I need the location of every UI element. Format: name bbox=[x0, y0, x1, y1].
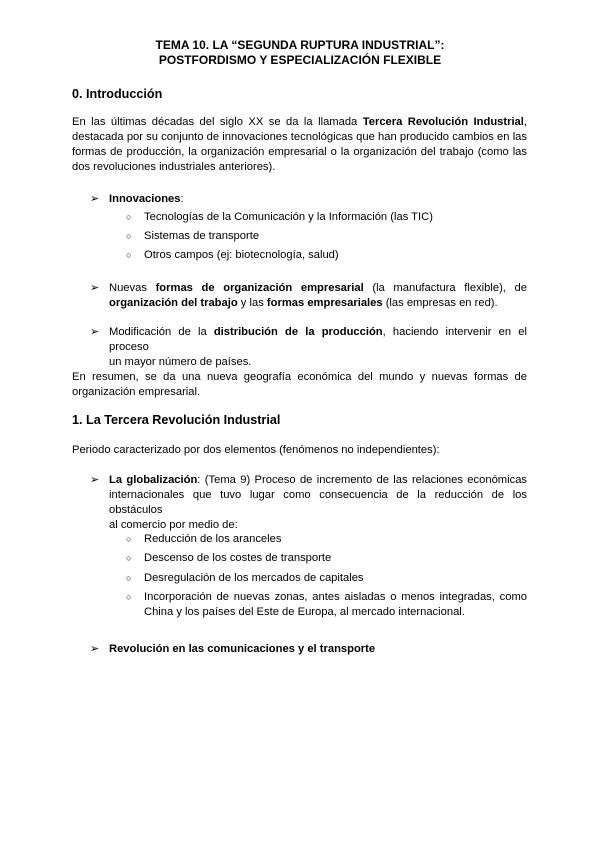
text: (la manufactura flexible), de bbox=[363, 282, 528, 294]
circle-bullet-icon: ○ bbox=[126, 573, 132, 583]
circle-bullet-icon: ○ bbox=[126, 212, 132, 222]
intro-line: dos revoluciones industriales anteriores). bbox=[72, 161, 276, 173]
intro-paragraph bbox=[72, 115, 527, 175]
arrow-bullet-icon: ➢ bbox=[90, 193, 100, 205]
resumen-line: En resumen, se da una nueva geografía económica del mundo y nuevas formas de bbox=[72, 371, 527, 383]
text-line: al comercio por medio de: bbox=[109, 519, 238, 531]
resumen-paragraph bbox=[72, 370, 527, 400]
list-item-text: Desregulación de los mercados de capitales bbox=[144, 572, 364, 584]
text: Nuevas bbox=[109, 282, 156, 294]
list-item-text: Tecnologías de la Comunicación y la Información (las TIC) bbox=[144, 211, 433, 223]
text: (las empresas en red). bbox=[382, 297, 498, 309]
list-item-text: Descenso de los costes de transporte bbox=[144, 552, 332, 564]
periodo-paragraph bbox=[72, 443, 527, 458]
colon: : bbox=[180, 193, 184, 205]
arrow-bullet-icon: ➢ bbox=[90, 474, 100, 486]
bold-term: organización del trabajo bbox=[109, 297, 238, 309]
text-line: internacionales que tuvo lugar como consecuencia de la reducción de los obstáculos bbox=[109, 489, 527, 516]
text: y las bbox=[237, 297, 267, 309]
list-item-text: Sistemas de transporte bbox=[144, 230, 260, 242]
text: Modificación de la bbox=[109, 326, 214, 338]
text: , haciendo intervenir en el proceso bbox=[109, 326, 527, 353]
section-1-heading: 1. La Tercera Revolución Industrial bbox=[72, 413, 281, 427]
bold-term: La globalización bbox=[109, 474, 198, 486]
circle-bullet-icon: ○ bbox=[126, 553, 132, 563]
periodo-line: Periodo caracterizado por dos elementos (fenómenos no independientes): bbox=[72, 444, 440, 456]
intro-bold-term: Tercera Revolución Industrial bbox=[362, 116, 524, 128]
arrow-bullet-icon: ➢ bbox=[90, 643, 100, 655]
title-line-2: POSTFORDISMO Y ESPECIALIZACIÓN FLEXIBLE bbox=[158, 53, 442, 67]
list-item-text: Incorporación de nuevas zonas, antes aisladas o menos integradas, como bbox=[144, 591, 527, 603]
circle-bullet-icon: ○ bbox=[126, 250, 132, 260]
text: : (Tema 9) Proceso de incremento de las relaciones económicas bbox=[197, 474, 528, 486]
bold-term: formas empresariales bbox=[266, 297, 383, 309]
circle-bullet-icon: ○ bbox=[126, 231, 132, 241]
intro-text: En las últimas décadas del siglo XX se da la llamada bbox=[72, 116, 363, 128]
title-line-1: TEMA 10. LA “SEGUNDA RUPTURA INDUSTRIAL”: bbox=[155, 38, 445, 52]
intro-text: , bbox=[523, 116, 527, 128]
innovaciones-label: Innovaciones bbox=[109, 193, 181, 205]
list-item-text: China y los países del Este de Europa, al mercado internacional. bbox=[144, 606, 465, 618]
bold-term: distribución de la producción bbox=[213, 326, 383, 338]
circle-bullet-icon: ○ bbox=[126, 592, 132, 602]
circle-bullet-icon: ○ bbox=[126, 534, 132, 544]
document-title bbox=[60, 38, 540, 68]
bold-term: Revolución en las comunicaciones y el transporte bbox=[109, 643, 376, 655]
resumen-line: organización empresarial. bbox=[72, 386, 201, 398]
list-item-text: Reducción de los aranceles bbox=[144, 533, 282, 545]
bold-term: formas de organización empresarial bbox=[155, 282, 364, 294]
arrow-bullet-icon: ➢ bbox=[90, 326, 100, 338]
intro-line: destacada por su conjunto de innovaciones tecnológicas que han producido cambios en las bbox=[72, 131, 527, 143]
arrow-bullet-icon: ➢ bbox=[90, 282, 100, 294]
list-item-text: Otros campos (ej: biotecnología, salud) bbox=[144, 249, 339, 261]
section-0-heading: 0. Introducción bbox=[72, 87, 163, 101]
text-line: un mayor número de países. bbox=[109, 356, 252, 368]
intro-line: formas de producción, la organización empresarial o la organización del trabajo (como las bbox=[72, 146, 527, 158]
